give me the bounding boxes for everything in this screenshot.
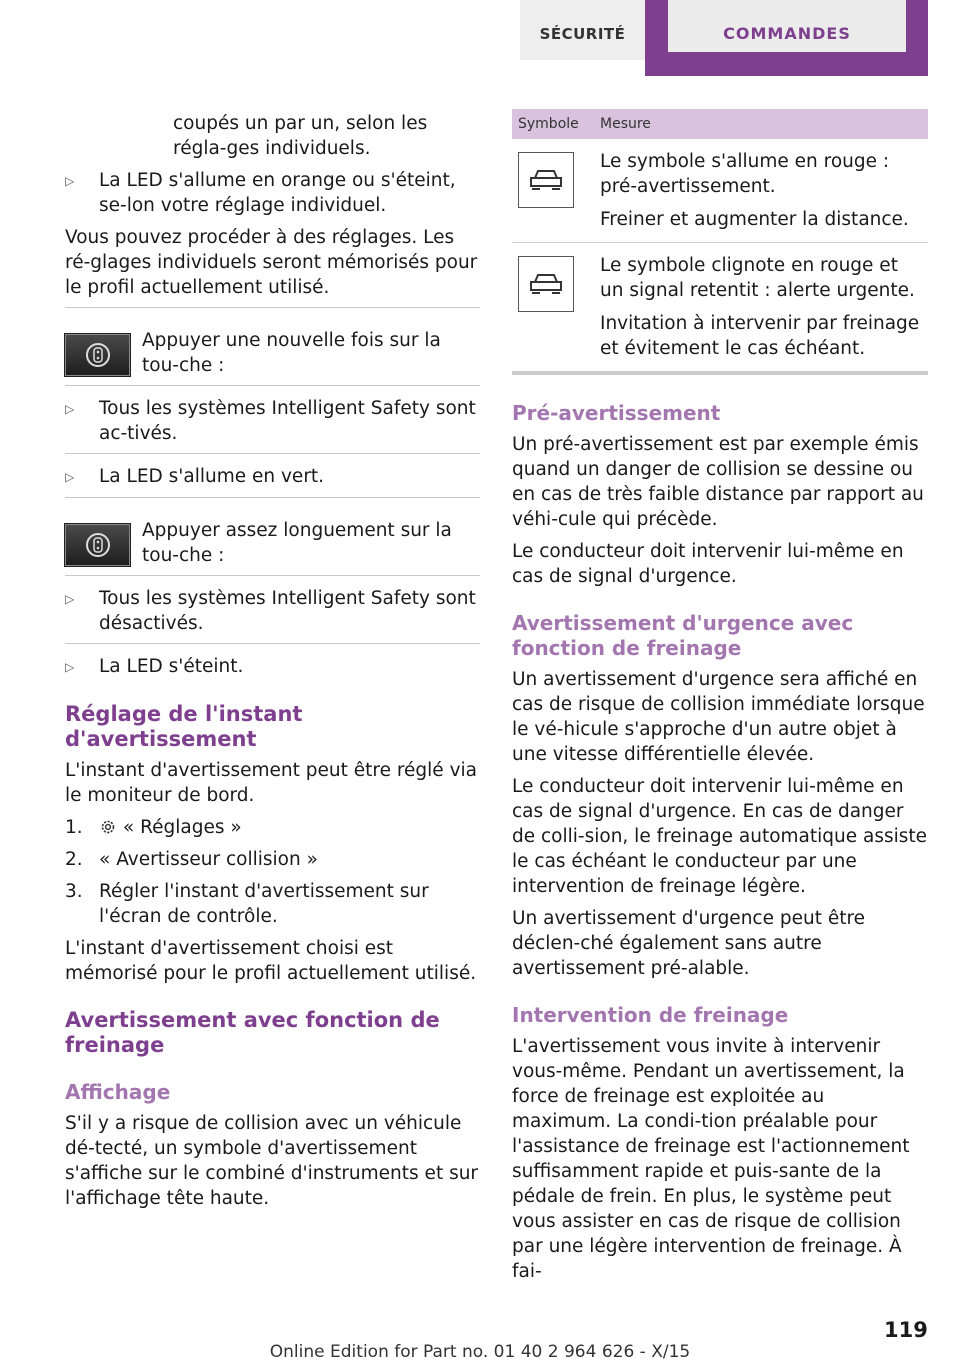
button-instruction bbox=[65, 518, 480, 568]
table-row bbox=[512, 139, 928, 243]
paragraph: Un pré-avertissement est par exemple émis quand un danger de collision se dessine ou en cas de très faible distance par rapport au véhi-cule qui précède. bbox=[512, 434, 924, 530]
step-number: 3. bbox=[65, 881, 83, 902]
symbol-cell bbox=[512, 139, 594, 243]
measure-text: Invitation à intervenir par freinage et évitement le cas échéant. bbox=[600, 313, 920, 359]
list-item bbox=[65, 847, 480, 872]
heading-avertissement: Avertissement avec fonction de freinage bbox=[65, 1008, 440, 1057]
bullet-text: La LED s'éteint. bbox=[99, 656, 244, 677]
button-instruction bbox=[65, 328, 480, 378]
gear-icon bbox=[99, 818, 117, 836]
right-column bbox=[512, 109, 928, 1291]
step-content bbox=[99, 815, 242, 840]
table-header-row bbox=[512, 109, 928, 139]
tab-securite[interactable]: SÉCURITÉ bbox=[520, 0, 645, 60]
heading-pre-avertissement: Pré-avertissement bbox=[512, 401, 721, 425]
symbol-table bbox=[512, 109, 928, 375]
left-column bbox=[65, 111, 480, 1218]
bullet-item bbox=[65, 464, 480, 490]
bullet-triangle-icon: ▷ bbox=[65, 660, 75, 674]
measure-cell bbox=[594, 243, 928, 374]
bullet-item bbox=[65, 586, 480, 636]
list-item bbox=[65, 879, 480, 929]
safety-button-icon bbox=[65, 524, 130, 566]
continued-text: coupés un par un, selon les régla-ges individuels. bbox=[173, 113, 428, 159]
measure-text: Le symbole clignote en rouge et un signal retentit : alerte urgente. bbox=[600, 255, 915, 301]
tab-commandes[interactable]: COMMANDES bbox=[668, 0, 906, 52]
heading-affichage: Affichage bbox=[65, 1080, 171, 1104]
bullet-triangle-icon: ▷ bbox=[65, 592, 75, 606]
bullet-text: La LED s'allume en vert. bbox=[99, 466, 325, 487]
divider bbox=[65, 385, 480, 386]
paragraph: Le conducteur doit intervenir lui-même en cas de signal d'urgence. bbox=[512, 541, 904, 587]
paragraph: Vous pouvez procéder à des réglages. Les ré-glages individuels seront mémorisés pour le profil actuellement utilisé. bbox=[65, 227, 478, 298]
bullet-text: La LED s'allume en orange ou s'éteint, se-lon votre réglage individuel. bbox=[99, 170, 456, 216]
col-symbol-header: Symbole bbox=[512, 109, 594, 139]
heading-intervention: Intervention de freinage bbox=[512, 1003, 789, 1027]
instruction-text: Appuyer assez longuement sur la tou-che : bbox=[142, 520, 452, 566]
col-measure-header: Mesure bbox=[594, 109, 928, 139]
paragraph: L'avertissement vous invite à intervenir vous-même. Pendant un avertissement, la force de freinage est exploitée au maximum. La condi-tion préalable pour l'assistance de freinage est l'actionnement suffisamment rapide et puis-sante de la pédale de frein. En plus, le système peut vous assister en cas de risque de collision par une légère intervention de freinage. À fai- bbox=[512, 1036, 910, 1282]
heading-avertissement-urgence: Avertissement d'urgence avec fonction de freinage bbox=[512, 611, 854, 660]
step-number: 1. bbox=[65, 817, 83, 838]
list-item bbox=[65, 815, 480, 840]
instruction-text: Appuyer une nouvelle fois sur la tou-che : bbox=[142, 330, 441, 376]
measure-text: Le symbole s'allume en rouge : pré-avertissement. bbox=[600, 151, 890, 197]
divider bbox=[65, 497, 480, 498]
step-text: Régler l'instant d'avertissement sur l'écran de contrôle. bbox=[99, 881, 429, 927]
divider bbox=[65, 575, 480, 576]
measure-text: Freiner et augmenter la distance. bbox=[600, 209, 909, 230]
paragraph: L'instant d'avertissement peut être réglé via le moniteur de bord. bbox=[65, 760, 477, 806]
car-warning-icon bbox=[518, 256, 574, 312]
page-number: 119 bbox=[884, 1318, 928, 1342]
bullet-triangle-icon: ▷ bbox=[65, 174, 75, 188]
divider bbox=[65, 453, 480, 454]
safety-button-icon bbox=[65, 334, 130, 376]
heading-reglage: Réglage de l'instant d'avertissement bbox=[65, 702, 303, 751]
step-text: « Réglages » bbox=[117, 817, 242, 838]
footer-edition: Online Edition for Part no. 01 40 2 964 626 - X/15 bbox=[269, 1342, 691, 1362]
car-warning-icon bbox=[518, 152, 574, 208]
step-text: « Avertisseur collision » bbox=[99, 849, 318, 870]
divider bbox=[65, 307, 480, 308]
paragraph: Le conducteur doit intervenir lui-même en cas de signal d'urgence. En cas de danger de colli-sion, le freinage automatique assiste le cas échéant le conducteur par une intervention de freinage légère. bbox=[512, 776, 928, 897]
divider bbox=[65, 643, 480, 644]
bullet-text: Tous les systèmes Intelligent Safety sont désactivés. bbox=[99, 588, 476, 634]
bullet-item bbox=[65, 654, 480, 680]
paragraph: L'instant d'avertissement choisi est mémorisé pour le profil actuellement utilisé. bbox=[65, 938, 477, 984]
bullet-triangle-icon: ▷ bbox=[65, 402, 75, 416]
symbol-cell bbox=[512, 243, 594, 374]
steps-list bbox=[65, 815, 480, 929]
table-row bbox=[512, 243, 928, 374]
bullet-text: Tous les systèmes Intelligent Safety sont ac-tivés. bbox=[99, 398, 476, 444]
paragraph: Un avertissement d'urgence sera affiché en cas de risque de collision immédiate lorsque le vé-hicule s'approche d'un autre objet à une vitesse différentielle élevée. bbox=[512, 669, 925, 765]
bullet-item bbox=[65, 168, 480, 218]
measure-cell bbox=[594, 139, 928, 243]
chapter-tabs bbox=[500, 0, 960, 76]
bullet-item bbox=[65, 396, 480, 446]
paragraph: S'il y a risque de collision avec un véhicule dé-tecté, un symbole d'avertissement s'affiche sur le combiné d'instruments et sur l'affichage tête haute. bbox=[65, 1113, 479, 1209]
step-number: 2. bbox=[65, 849, 83, 870]
paragraph: Un avertissement d'urgence peut être déclen-ché également sans autre avertissement pré-alable. bbox=[512, 908, 866, 979]
bullet-triangle-icon: ▷ bbox=[65, 470, 75, 484]
